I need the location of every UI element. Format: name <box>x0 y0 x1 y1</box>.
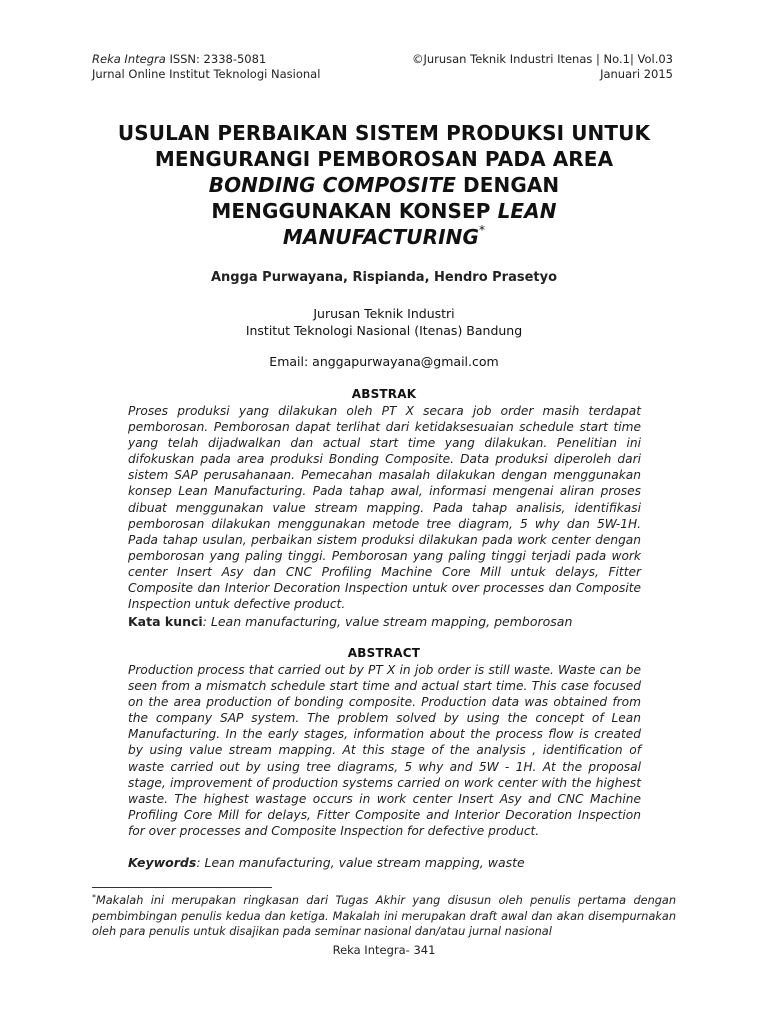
title-manufacturing: MANUFACTURING <box>282 225 480 249</box>
footnote-mark: * <box>92 893 96 902</box>
page-number: Reka Integra- 341 <box>332 943 436 957</box>
abstrak-heading: ABSTRAK <box>351 387 417 401</box>
title-line-4 <box>84 198 684 224</box>
keywords-label: Keywords <box>128 855 197 870</box>
title-menggunakan: MENGGUNAKAN KONSEP <box>211 199 498 223</box>
keywords <box>128 855 641 870</box>
journal-name: Reka Integra <box>92 52 166 66</box>
journal-subtitle: Jurnal Online Institut Teknologi Nasional <box>92 67 321 81</box>
title-footnote-mark: * <box>479 223 486 237</box>
affiliation-department: Jurusan Teknik Industri <box>313 306 455 321</box>
running-header-left <box>92 52 320 82</box>
keywords-list: : Lean manufacturing, value stream mapping, waste <box>196 855 525 870</box>
issn: ISSN: 2338-5081 <box>169 52 267 66</box>
title-lean: LEAN <box>497 199 557 223</box>
author-list: Angga Purwayana, Rispianda, Hendro Prasetyo <box>210 270 558 285</box>
author-email: Email: anggapurwayana@gmail.com <box>269 354 499 369</box>
issue-date: Januari 2015 <box>600 67 673 81</box>
affiliation <box>84 305 684 339</box>
footnote-divider <box>92 887 272 888</box>
kata-kunci-list: : Lean manufacturing, value stream mapping, pemborosan <box>202 614 573 629</box>
abstract-body: Production process that carried out by PT X in job order is still waste. Waste can be seen from a mismatch schedule start time and actual start time. This case focused on the area production of bonding composite. Production data was obtained from the company SAP system. The problem solved by using the concept of Lean Manufacturing. In the early stages, information about the process flow is created by using value stream mapping. At this stage of the analysis , identification of waste carried out by using tree diagrams, 5 why and 5W - 1H. At the proposal stage, improvement of production systems carried on work center with the highest waste. The highest wastage occurs in work center Insert Asy and CNC Machine Profiling Core Mill for delays, Fitter Composite and Interior Decoration Inspection for over processes and Composite Inspection for defective product. <box>128 663 641 838</box>
affiliation-institution: Institut Teknologi Nasional (Itenas) Bandung <box>245 323 523 338</box>
title-bonding-composite: BONDING COMPOSITE <box>208 173 456 197</box>
abstrak-body: Proses produksi yang dilakukan oleh PT X secara job order masih terdapat pemborosan. Pemborosan dapat terlihat dari ketidaksesuaian schedule start time yang telah dijadwalkan dan actual start time yang dilakukan. Penelitian ini difokuskan pada area produksi Bonding Composite. Data produksi diperoleh dari sistem SAP perusahanaan. Pemecahan masalah dilakukan dengan menggunakan konsep Lean Manufacturing. Pada tahap awal, informasi mengenai aliran proses dibuat menggunakan value stream mapping. Pada tahap analisis, identifikasi pemborosan dilakukan menggunakan metode tree diagram, 5 why dan 5W-1H. Pada tahap usulan, perbaikan sistem produksi dilakukan pada work center dengan pemborosan yang paling tinggi. Pemborosan yang paling tinggi terjadi pada work center Insert Asy dan CNC Profiling Machine Core Mill untuk delays, Fitter Composite dan Interior Decoration Inspection untuk over processes dan Composite Inspection untuk defective product. <box>128 404 641 612</box>
abstract-heading: ABSTRACT <box>347 646 421 660</box>
kata-kunci <box>128 614 641 629</box>
paper-title <box>84 120 684 250</box>
footnote <box>92 893 676 940</box>
title-line-3 <box>84 172 684 198</box>
title-line-5 <box>84 224 684 250</box>
footnote-text: Makalah ini merupakan ringkasan dari Tugas Akhir yang disusun oleh penulis pertama dengan pembimbingan penulis kedua dan ketiga. Makalah ini merupakan draft awal dan akan disempurnakan oleh para penulis untuk disajikan pada seminar nasional dan/atau jurnal nasional <box>92 894 676 938</box>
journal-issn-line <box>92 52 320 67</box>
title-line-1: USULAN PERBAIKAN SISTEM PRODUKSI UNTUK <box>117 121 651 145</box>
journal-copyright: ©Jurusan Teknik Industri Itenas | No.1| Vol.03 <box>411 52 673 66</box>
title-dengan: DENGAN <box>455 173 560 197</box>
title-line-2: MENGURANGI PEMBOROSAN PADA AREA <box>154 147 614 171</box>
running-header-right <box>412 52 673 82</box>
kata-kunci-label: Kata kunci <box>128 614 203 629</box>
